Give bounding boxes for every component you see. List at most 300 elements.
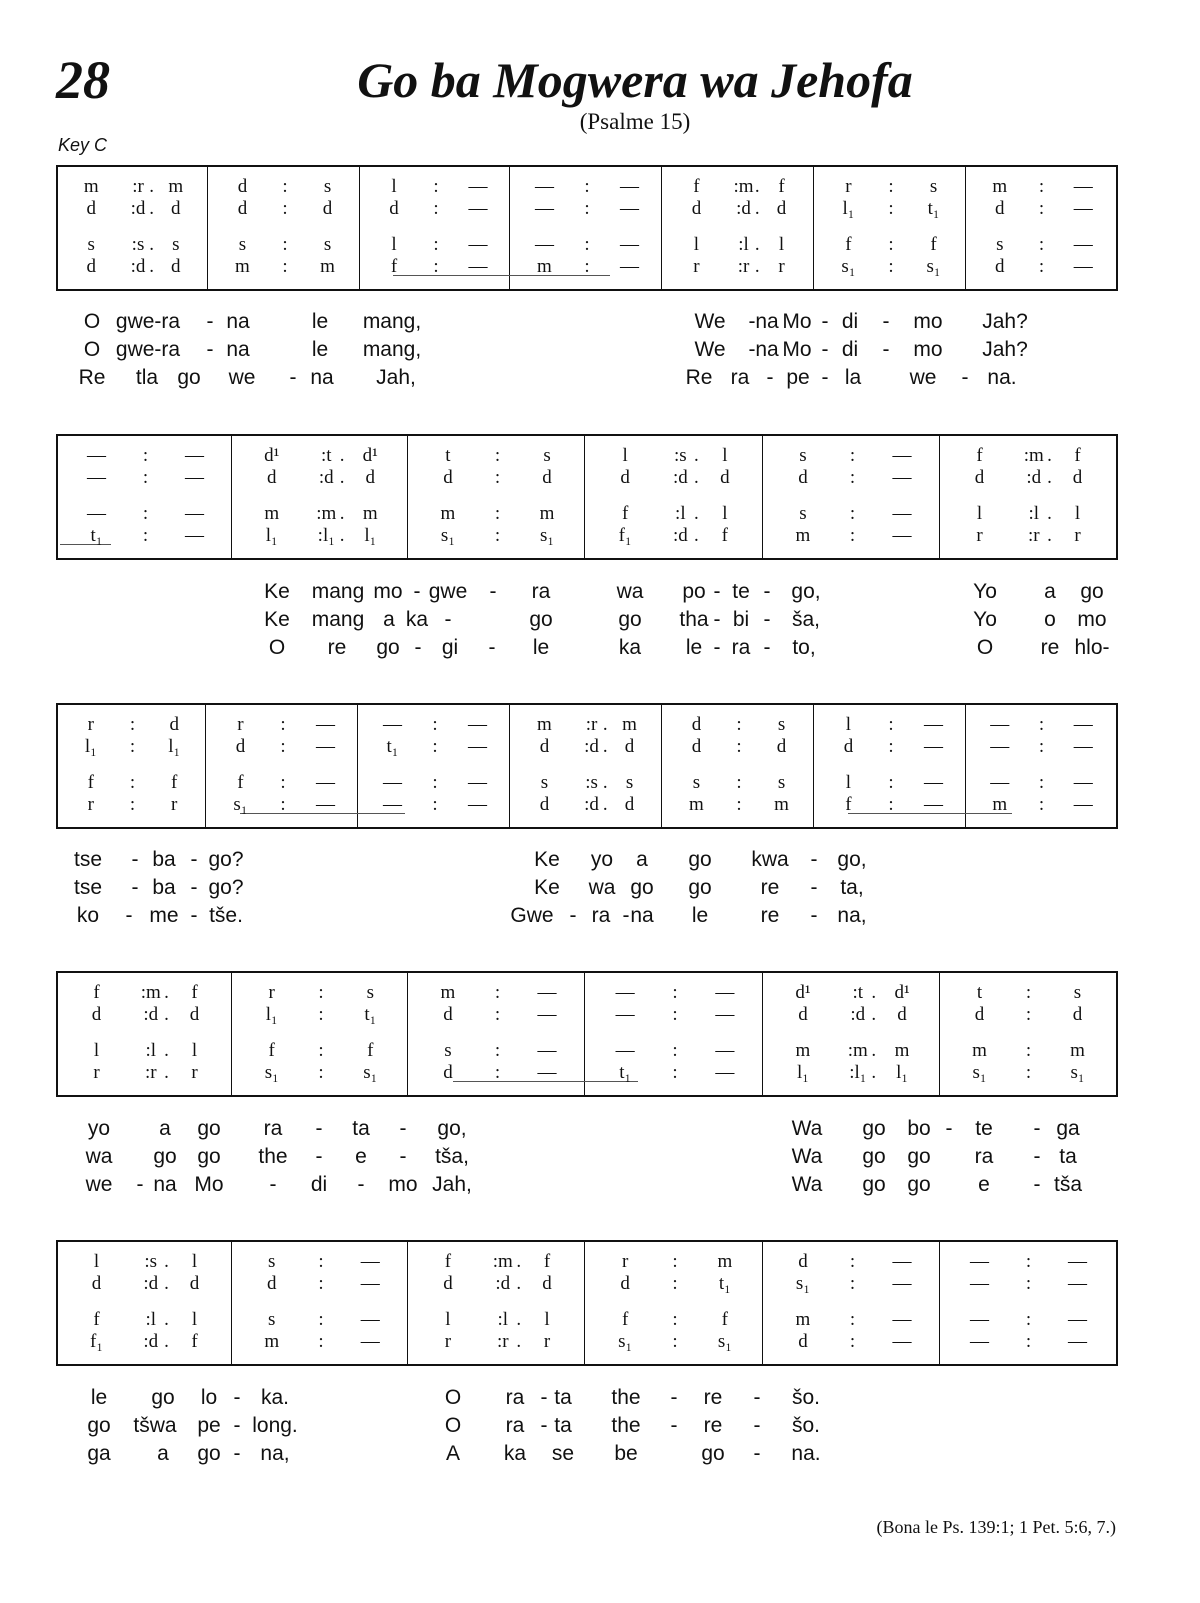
note-symbol: : xyxy=(432,714,438,735)
note-symbol: d xyxy=(995,256,1005,277)
scripture-reference: (Bona le Ps. 139:1; 1 Pet. 5:6, 7.) xyxy=(876,1517,1116,1537)
note-symbol: : xyxy=(849,445,856,466)
note-symbol: l₁ xyxy=(896,1062,908,1083)
lyric-syllable: go xyxy=(618,608,642,631)
note-symbol: :d xyxy=(130,256,146,277)
note-symbol: s xyxy=(625,772,634,793)
note-symbol: l₁ xyxy=(265,1004,278,1025)
note-symbol: :d xyxy=(850,1004,866,1025)
lyric-syllable: lo xyxy=(200,1386,218,1409)
note-symbol: — xyxy=(892,1251,912,1272)
note-symbol: m xyxy=(795,1309,811,1330)
lyric-syllable: go xyxy=(907,1173,931,1196)
note-symbol: r xyxy=(1074,525,1081,546)
note-symbol: : xyxy=(672,1004,678,1025)
lyric-syllable: yo xyxy=(87,1117,111,1140)
note-symbol: . xyxy=(693,467,699,488)
note-symbol: : xyxy=(282,234,288,255)
note-symbol: — xyxy=(534,234,554,255)
note-symbol: :l xyxy=(145,1040,157,1061)
note-symbol: : xyxy=(1038,256,1045,277)
note-symbol: l xyxy=(845,714,852,735)
lyric-syllable: we xyxy=(909,366,937,389)
lyric-syllable: tla xyxy=(135,366,159,389)
note-symbol: l xyxy=(722,503,728,524)
note-symbol: — xyxy=(382,772,402,793)
note-symbol: d xyxy=(443,1062,453,1083)
note-symbol: : xyxy=(433,176,439,197)
lyric-syllable: Ke xyxy=(534,876,560,899)
lyric-syllable: - xyxy=(131,848,139,871)
lyric-syllable: na xyxy=(630,904,654,927)
note-symbol: f xyxy=(721,525,728,546)
lyric-syllable: ra xyxy=(263,1117,283,1140)
note-symbol: d xyxy=(86,256,96,277)
lyric-syllable: a xyxy=(383,608,395,631)
note-symbol: d xyxy=(798,467,808,488)
lyric-syllable: ra xyxy=(731,636,751,659)
note-symbol: : xyxy=(282,256,288,277)
lyric-syllable: - xyxy=(882,310,890,333)
note-symbol: : xyxy=(1025,1309,1032,1330)
note-symbol: — xyxy=(892,1309,912,1330)
note-symbol: s xyxy=(543,445,551,466)
note-symbol: s₁ xyxy=(972,1062,987,1083)
note-symbol: : xyxy=(129,714,136,735)
lyric-syllable: ba xyxy=(152,876,176,899)
note-symbol: m xyxy=(264,503,280,524)
note-symbol: f xyxy=(778,176,785,197)
note-symbol: r xyxy=(93,1062,100,1083)
lyric-syllable: tše. xyxy=(209,904,243,927)
note-symbol: l₁ xyxy=(364,525,377,546)
note-symbol: d xyxy=(798,1251,808,1272)
note-symbol: — xyxy=(970,1331,989,1352)
lyric-syllable: go xyxy=(153,1145,177,1168)
note-symbol: s xyxy=(366,982,374,1003)
lyric-syllable: Ke xyxy=(264,608,290,631)
note-symbol: t xyxy=(976,982,983,1003)
lyric-syllable: - xyxy=(945,1117,953,1140)
note-symbol: :m xyxy=(847,1040,868,1061)
note-symbol: — xyxy=(990,772,1010,793)
note-symbol: : xyxy=(888,256,894,277)
note-symbol: d xyxy=(691,736,702,757)
note-symbol: :m xyxy=(733,176,754,197)
note-symbol: m xyxy=(894,1040,910,1061)
note-symbol: :m xyxy=(316,503,337,524)
note-symbol: t₁ xyxy=(386,736,399,757)
note-symbol: — xyxy=(615,982,635,1003)
lyric-syllable: the xyxy=(611,1386,641,1409)
lyric-syllable: - xyxy=(753,1386,761,1409)
note-symbol: . xyxy=(164,1331,169,1352)
lyric-syllable: ko xyxy=(76,904,100,927)
half-barline xyxy=(584,1065,585,1081)
lyric-syllable: O xyxy=(444,1386,462,1409)
note-symbol: f xyxy=(191,1331,198,1352)
note-symbol: d xyxy=(169,714,179,735)
note-symbol: m xyxy=(972,1040,987,1061)
note-symbol: f xyxy=(390,256,398,277)
note-symbol: — xyxy=(715,982,735,1003)
note-symbol: s xyxy=(777,772,786,793)
note-symbol: r xyxy=(621,1251,629,1272)
note-symbol: : xyxy=(672,1331,678,1352)
note-symbol: — xyxy=(615,1040,635,1061)
note-symbol: l₁ xyxy=(84,736,97,757)
note-symbol: : xyxy=(888,176,894,197)
note-symbol: s₁ xyxy=(841,256,856,277)
note-symbol: m xyxy=(689,794,704,815)
lyric-syllable: le xyxy=(685,636,703,659)
note-symbol: — xyxy=(970,1273,989,1294)
note-symbol: — xyxy=(924,772,944,793)
note-symbol: : xyxy=(142,467,149,488)
note-symbol: — xyxy=(1068,1331,1087,1352)
lyric-syllable: - xyxy=(748,310,756,333)
lyric-syllable: le xyxy=(311,338,329,361)
lyric-syllable: - xyxy=(766,366,774,389)
lyric-syllable: re xyxy=(703,1414,723,1437)
lyric-syllable: go xyxy=(1080,580,1104,603)
note-symbol: — xyxy=(715,1004,735,1025)
note-symbol: t₁ xyxy=(927,198,940,219)
lyric-syllable: ra xyxy=(531,580,551,603)
hymn-number: 28 xyxy=(56,50,110,110)
note-symbol: : xyxy=(849,467,856,488)
stave-system-5 xyxy=(56,1240,1118,1366)
lyric-syllable: - xyxy=(489,580,497,603)
lyric-syllable: ka xyxy=(503,1442,527,1465)
note-symbol: — xyxy=(468,714,488,735)
note-symbol: s₁ xyxy=(717,1331,732,1352)
note-symbol: s xyxy=(323,176,332,197)
note-symbol: s xyxy=(268,1251,276,1272)
note-symbol: . xyxy=(871,1004,877,1025)
note-symbol: s₁ xyxy=(795,1273,810,1294)
lyric-syllable: - xyxy=(748,338,756,361)
note-symbol: s₁ xyxy=(363,1062,378,1083)
note-symbol: : xyxy=(494,445,501,466)
note-symbol: : xyxy=(318,982,324,1003)
lyric-syllable: - xyxy=(622,904,630,927)
note-symbol: :d xyxy=(495,1273,511,1294)
note-symbol: f xyxy=(444,1251,452,1272)
lyric-syllable: re xyxy=(760,876,780,899)
note-symbol: — xyxy=(382,794,402,815)
note-symbol: m xyxy=(537,714,552,735)
lyric-syllable: go xyxy=(862,1117,886,1140)
note-symbol: . xyxy=(164,1062,169,1083)
lyric-syllable: e xyxy=(978,1173,990,1196)
note-symbol: :d xyxy=(318,467,334,488)
lyric-syllable: po xyxy=(682,580,706,603)
note-symbol: d xyxy=(365,467,376,488)
note-symbol: d xyxy=(389,198,399,219)
half-barline xyxy=(584,1254,585,1270)
note-symbol: : xyxy=(888,794,894,815)
lyric-syllable: go xyxy=(862,1145,886,1168)
lyric-syllable: šo. xyxy=(791,1386,821,1409)
note-symbol: :d xyxy=(1026,467,1042,488)
note-symbol: l₁ xyxy=(168,736,181,757)
note-symbol: m xyxy=(168,176,184,197)
note-symbol: : xyxy=(494,1040,501,1061)
note-symbol: f xyxy=(93,982,100,1003)
note-symbol: d xyxy=(266,1273,277,1294)
lyric-syllable: - xyxy=(753,1442,761,1465)
half-barline xyxy=(939,470,940,486)
lyric-syllable: We xyxy=(694,338,726,361)
note-symbol: m xyxy=(795,1040,811,1061)
note-symbol: l xyxy=(722,445,728,466)
note-symbol: r xyxy=(444,1331,452,1352)
note-symbol: r xyxy=(976,525,983,546)
lyric-syllable: mo xyxy=(913,338,943,361)
lyric-syllable: - xyxy=(670,1386,678,1409)
lyric-syllable: - xyxy=(131,876,139,899)
note-symbol: : xyxy=(318,1331,324,1352)
note-symbol: m xyxy=(440,503,456,524)
note-symbol: : xyxy=(494,1062,501,1083)
note-symbol: d xyxy=(237,176,248,197)
lyric-syllable: tse xyxy=(73,848,103,871)
lyric-syllable: go xyxy=(862,1173,886,1196)
note-symbol: — xyxy=(468,772,488,793)
lyric-syllable: bi xyxy=(732,608,750,631)
note-symbol: — xyxy=(715,1040,735,1061)
note-symbol: l xyxy=(778,234,785,255)
note-symbol: m xyxy=(992,176,1008,197)
lyric-syllable: - xyxy=(713,580,721,603)
note-symbol: — xyxy=(1073,772,1093,793)
note-symbol: :s xyxy=(144,1251,158,1272)
lyric-syllable: na xyxy=(310,366,334,389)
lyric-syllable: ta, xyxy=(840,876,864,899)
note-symbol: l xyxy=(445,1309,451,1330)
lyric-syllable: pe xyxy=(786,366,810,389)
barline xyxy=(407,973,408,1095)
half-barline xyxy=(965,775,966,791)
note-symbol: m xyxy=(539,503,555,524)
lyric-syllable: go? xyxy=(208,876,244,899)
note-symbol: : xyxy=(1038,772,1045,793)
note-symbol: f xyxy=(693,176,700,197)
note-symbol: : xyxy=(888,736,894,757)
half-barline xyxy=(762,448,763,464)
note-symbol: s xyxy=(1073,982,1082,1003)
lyric-syllable: kwa xyxy=(751,848,789,871)
lyric-syllable: - xyxy=(289,366,297,389)
lyric-syllable: le xyxy=(532,636,550,659)
note-symbol: s xyxy=(87,234,95,255)
note-symbol: : xyxy=(736,714,742,735)
note-symbol: : xyxy=(282,198,288,219)
note-symbol: — xyxy=(970,1309,989,1330)
note-symbol: s xyxy=(323,234,332,255)
lyric-syllable: O xyxy=(83,338,101,361)
note-symbol: — xyxy=(534,176,554,197)
note-symbol: — xyxy=(620,198,640,219)
lyric-syllable: go xyxy=(376,636,400,659)
note-symbol: s xyxy=(268,1309,276,1330)
note-symbol: l₁ xyxy=(796,1062,809,1083)
lyric-syllable: te xyxy=(975,1117,993,1140)
note-symbol: :r xyxy=(132,176,144,197)
lyric-syllable: Yo xyxy=(973,608,997,631)
note-symbol: m xyxy=(362,503,378,524)
note-symbol: s xyxy=(777,714,786,735)
note-symbol: d¹ xyxy=(894,982,910,1003)
note-symbol: : xyxy=(849,1331,856,1352)
lyric-syllable: - xyxy=(190,848,198,871)
barline xyxy=(231,436,232,558)
lyric-syllable: ra xyxy=(505,1386,525,1409)
half-barline xyxy=(231,1312,232,1328)
note-symbol: : xyxy=(584,176,590,197)
lyric-syllable: ra xyxy=(505,1414,525,1437)
lyric-syllable: - xyxy=(763,608,771,631)
note-symbol: :l xyxy=(145,1309,157,1330)
note-symbol: — xyxy=(468,794,488,815)
half-barline xyxy=(357,797,358,813)
note-symbol: :l xyxy=(497,1309,509,1330)
note-symbol: — xyxy=(537,982,557,1003)
lyric-syllable: - xyxy=(444,608,452,631)
note-symbol: — xyxy=(892,467,912,488)
note-symbol: m xyxy=(774,794,789,815)
note-symbol: r xyxy=(778,256,785,277)
barline xyxy=(661,705,662,827)
note-symbol: . xyxy=(164,1273,169,1294)
barline xyxy=(584,436,585,558)
lyric-syllable: Jah, xyxy=(376,366,416,389)
note-symbol: d xyxy=(443,467,453,488)
note-symbol: . xyxy=(602,794,608,815)
lyric-syllable: - xyxy=(763,580,771,603)
barline xyxy=(762,1242,763,1364)
lyric-syllable: re xyxy=(1040,636,1060,659)
lyric-syllable: Mo xyxy=(782,338,812,361)
lyric-syllable: Jah? xyxy=(982,338,1028,361)
lyric-syllable: gwe-ra xyxy=(115,310,181,333)
lyric-syllable: a xyxy=(159,1117,171,1140)
note-symbol: d xyxy=(776,198,787,219)
note-symbol: — xyxy=(615,1004,635,1025)
note-symbol: — xyxy=(1073,794,1093,815)
note-symbol: :d xyxy=(672,525,688,546)
note-symbol: — xyxy=(620,256,640,277)
lyric-syllable: go xyxy=(177,366,201,389)
note-symbol: d xyxy=(542,1273,552,1294)
half-barline xyxy=(231,985,232,1001)
note-symbol: s₁ xyxy=(264,1062,279,1083)
barline xyxy=(509,705,510,827)
note-symbol: : xyxy=(432,736,438,757)
note-symbol: :d xyxy=(584,736,599,757)
note-symbol: — xyxy=(87,445,106,466)
lyric-syllable: - xyxy=(810,904,818,927)
note-symbol: l xyxy=(544,1309,550,1330)
lyric-syllable: ra xyxy=(974,1145,994,1168)
note-symbol: r xyxy=(87,794,94,815)
note-symbol: . xyxy=(516,1331,522,1352)
note-symbol: m xyxy=(440,982,456,1003)
note-symbol: :m xyxy=(140,982,161,1003)
lyric-syllable: di xyxy=(841,310,859,333)
note-symbol: s xyxy=(799,503,807,524)
barline xyxy=(407,1242,408,1364)
note-symbol: d xyxy=(189,1273,200,1294)
note-symbol: — xyxy=(1068,1251,1087,1272)
note-symbol: s xyxy=(238,234,247,255)
note-symbol: :s xyxy=(673,445,687,466)
lyric-syllable: na xyxy=(755,310,779,333)
note-symbol: : xyxy=(849,525,856,546)
lyric-syllable: - xyxy=(882,338,890,361)
note-symbol: . xyxy=(693,525,699,546)
note-symbol: l xyxy=(845,772,852,793)
note-symbol: . xyxy=(871,1062,877,1083)
note-symbol: f₁ xyxy=(618,525,632,546)
lyric-syllable: go xyxy=(688,848,712,871)
note-symbol: s xyxy=(540,772,549,793)
note-symbol: — xyxy=(87,467,106,488)
lyric-syllable: Gwe xyxy=(510,904,554,927)
note-symbol: : xyxy=(672,1040,678,1061)
lyric-syllable: - xyxy=(206,310,214,333)
lyric-syllable: wa xyxy=(588,876,616,899)
lyric-syllable: na, xyxy=(260,1442,290,1465)
note-symbol: . xyxy=(164,1309,169,1330)
note-symbol: r xyxy=(268,982,275,1003)
half-barline xyxy=(939,1276,940,1292)
barline xyxy=(661,167,662,289)
note-symbol: :d xyxy=(143,1004,159,1025)
note-symbol: l₁ xyxy=(265,525,278,546)
note-symbol: l xyxy=(191,1040,198,1061)
note-symbol: f xyxy=(191,982,198,1003)
note-symbol: . xyxy=(516,1309,522,1330)
note-symbol: s xyxy=(172,234,180,255)
lyric-syllable: ga xyxy=(87,1442,111,1465)
note-symbol: — xyxy=(468,198,488,219)
note-symbol: m xyxy=(795,525,811,546)
lyric-syllable: we xyxy=(228,366,256,389)
note-symbol: — xyxy=(1068,1273,1087,1294)
lyric-syllable: Mo xyxy=(782,310,812,333)
half-barline xyxy=(762,506,763,522)
note-symbol: — xyxy=(1073,714,1093,735)
note-symbol: . xyxy=(754,176,760,197)
note-symbol: — xyxy=(990,714,1010,735)
lyric-syllable: go xyxy=(529,608,553,631)
half-barline xyxy=(813,201,814,217)
note-symbol: f xyxy=(87,772,94,793)
note-symbol: . xyxy=(516,1273,522,1294)
lyric-syllable: Re xyxy=(78,366,106,389)
lyric-syllable: go xyxy=(701,1442,725,1465)
note-symbol: d xyxy=(86,198,96,219)
note-symbol: f xyxy=(721,1309,728,1330)
lyric-syllable: - xyxy=(821,366,829,389)
note-symbol: :r xyxy=(496,1331,509,1352)
note-symbol: — xyxy=(990,736,1010,757)
lyric-syllable: go xyxy=(907,1145,931,1168)
lyric-syllable: - xyxy=(399,1117,407,1140)
note-symbol: l xyxy=(391,176,397,197)
